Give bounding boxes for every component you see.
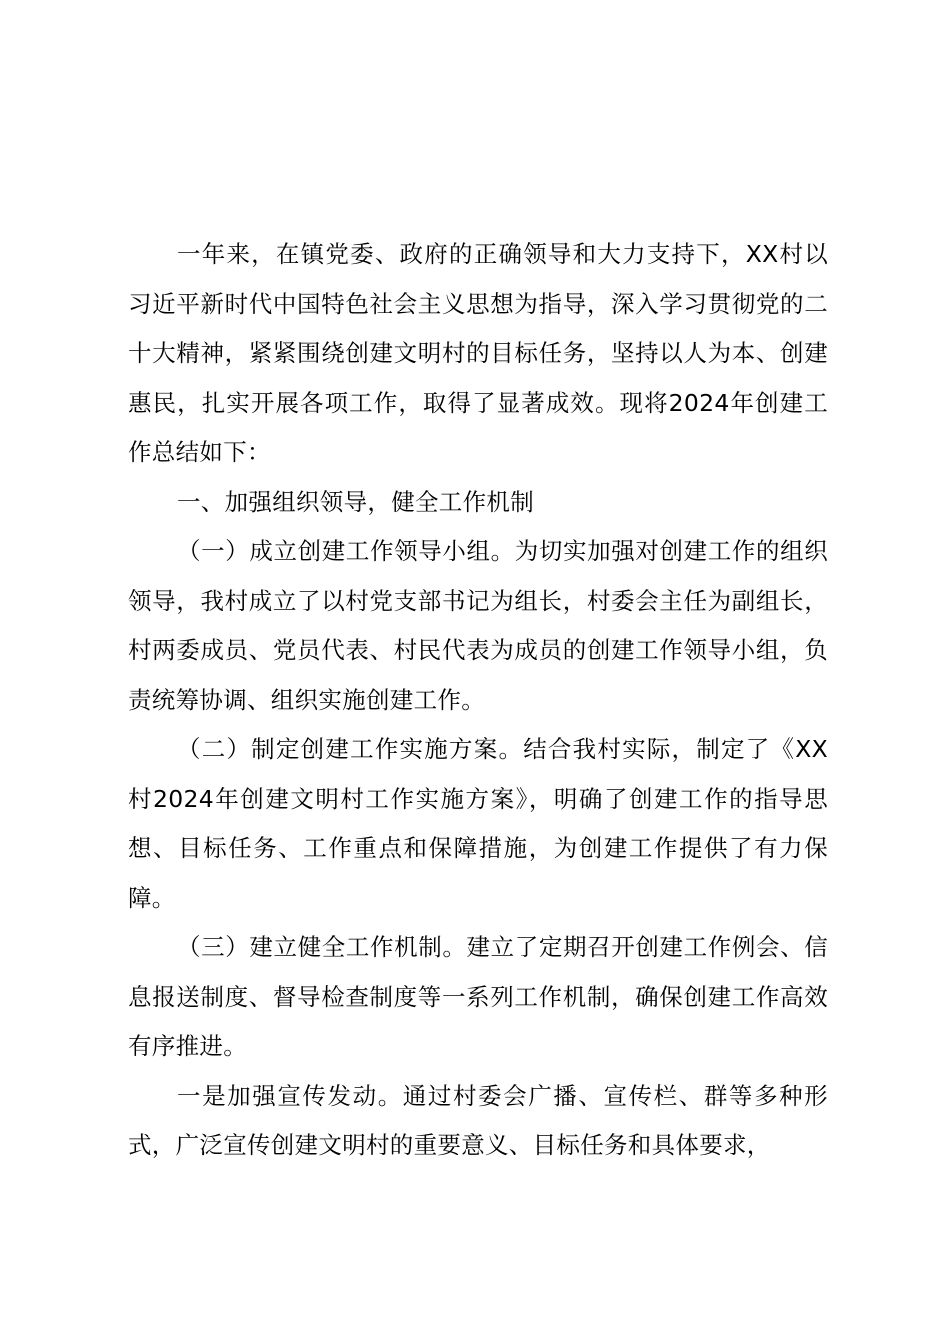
item-paragraph-3: （三）建立健全工作机制。建立了定期召开创建工作例会、信息报送制度、督导检查制度等一系列工作机制，确保创建工作高效有序推进。 bbox=[128, 933, 828, 1060]
point-paragraph-1: 一是加强宣传发动。通过村委会广播、宣传栏、群等多种形式，广泛宣传创建文明村的重要意义、目标任务和具体要求， bbox=[128, 1081, 828, 1159]
item-paragraph-2: （二）制定创建工作实施方案。结合我村实际，制定了《XX村2024年创建文明村工作实施方案》，明确了创建工作的指导思想、目标任务、工作重点和保障措施，为创建工作提供了有力保障。 bbox=[128, 735, 828, 912]
document-body bbox=[128, 230, 828, 1171]
item-paragraph-1: （一）成立创建工作领导小组。为切实加强对创建工作的组织领导，我村成立了以村党支部书记为组长，村委会主任为副组长，村两委成员、党员代表、村民代表为成员的创建工作领导小组，负责统筹协调、组织实施创建工作。 bbox=[128, 537, 828, 714]
section-heading: 一、加强组织领导，健全工作机制 bbox=[177, 487, 534, 516]
intro-paragraph: 一年来，在镇党委、政府的正确领导和大力支持下，XX村以习近平新时代中国特色社会主义思想为指导，深入学习贯彻党的二十大精神，紧紧围绕创建文明村的目标任务，坚持以人为本、创建惠民，扎实开展各项工作，取得了显著成效。现将2024年创建工作总结如下： bbox=[128, 240, 828, 466]
